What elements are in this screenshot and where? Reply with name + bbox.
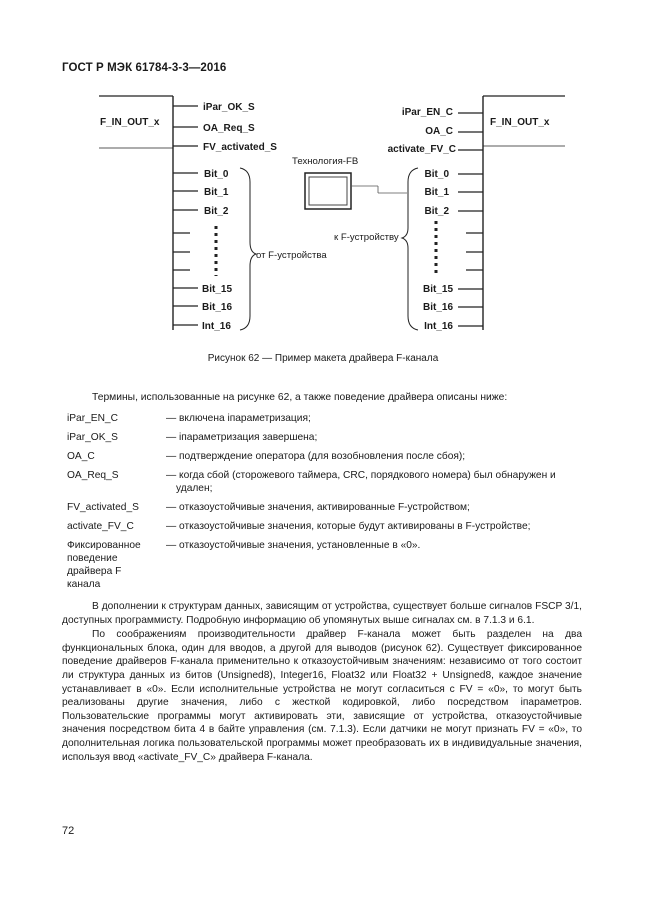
right-input-ports (388, 107, 483, 155)
term-row (67, 450, 577, 463)
term-row (67, 412, 577, 425)
right-bit-16: Bit_16 (422, 302, 453, 313)
left-block-name: F_IN_OUT_x (100, 117, 160, 128)
paragraph: В дополнении к структурам данных, зависящим от устройства, существует больше сигналов FSCP 3/1, доступных программисту. Подробную информацию об упомянутых выше сигналах см. в 7.1.3 и 6.1. (62, 601, 582, 626)
left-port-ipar-ok-s: iPar_OK_S (203, 102, 255, 113)
left-port-fv-activated-s: FV_activated_S (203, 142, 277, 153)
right-bit-ports (423, 169, 483, 332)
term-desc: — iпараметризация завершена; (166, 432, 318, 443)
page-number: 72 (62, 825, 75, 837)
term-desc: — отказоустойчивые значения, которые будут активированы в F-устройстве; (166, 521, 531, 532)
right-port-oa-c: OA_C (425, 126, 453, 137)
left-bit-15: Bit_15 (202, 284, 233, 295)
term-desc: — отказоустойчивые значения, активированные F-устройством; (166, 502, 470, 513)
left-brace (240, 168, 256, 330)
term-row (67, 469, 577, 495)
left-bit-ports (173, 169, 232, 332)
term-name: iPar_OK_S (67, 432, 118, 443)
right-brace (402, 168, 418, 330)
body-text (62, 600, 582, 765)
left-int-16: Int_16 (202, 321, 231, 332)
term-name: iPar_EN_C (67, 413, 118, 424)
term-desc: — включена iпараметризация; (166, 413, 311, 424)
right-port-ipar-en-c: iPar_EN_C (401, 107, 453, 118)
technology-fb (292, 156, 407, 209)
left-bit-2: Bit_2 (204, 206, 229, 217)
term-name: OA_Req_S (67, 470, 119, 481)
left-brace-label: от F-устройства (256, 250, 327, 261)
term-row (67, 520, 577, 533)
technology-fb-label: Технология-FB (292, 156, 359, 167)
term-name: OA_C (67, 451, 95, 462)
right-bit-15: Bit_15 (422, 284, 453, 295)
right-bit-2: Bit_2 (424, 206, 449, 217)
right-block-name: F_IN_OUT_x (490, 117, 550, 128)
left-bit-16: Bit_16 (202, 302, 233, 313)
term-row (67, 539, 577, 591)
left-bit-1: Bit_1 (204, 187, 229, 198)
driver-diagram (0, 0, 646, 360)
term-row (67, 431, 577, 444)
figure-caption: Рисунок 62 — Пример макета драйвера F-канала (207, 353, 439, 364)
right-int-16: Int_16 (424, 321, 453, 332)
left-output-ports (173, 102, 277, 153)
document-header: ГОСТ Р МЭК 61784-3-3—2016 (62, 62, 227, 74)
term-name: activate_FV_C (67, 521, 134, 532)
right-bit-1: Bit_1 (424, 187, 449, 198)
left-bit-0: Bit_0 (204, 169, 229, 180)
term-name: Фиксированное поведение драйвера F канала (67, 540, 141, 590)
right-function-block (334, 96, 565, 332)
term-row (67, 501, 577, 514)
paragraph: По соображениям производительности драйвер F-канала может быть разделен на два функциональных блока, один для вводов, а другой для выводов (рисунок 62). Существует фиксированное поведение драйверов F-канала применительно к отказоустойчивым значениям: независимо от того состоит ли структура данных из битов (Unsigned8), Integer16, Float32 или Float32 + Unsigned8, каждое значение устанавливает в «0». Если исполнительные устройства не могут согласиться с FV = «0», то могут быть реализованы другие значения, либо с жесткой кодировкой, либо посредством iпараметров. Пользовательские программы могут активировать эти, зависящие от устройства, отказоустойчивые значения посредством бита 4 в байте управления (см. 7.1.3). Если датчики не могут признать FV = «0», то дополнительная логика пользовательской программы может преобразовать их в индивидуальные значения, используя ввод «activate_FV_C» драйвера F-канала. (62, 629, 582, 763)
terms-list (67, 412, 577, 597)
term-desc: — когда сбой (сторожевого таймера, CRC, порядкового номера) был обнаружен и удален; (166, 470, 556, 494)
right-bit-0: Bit_0 (424, 169, 449, 180)
right-port-activate-fv-c: activate_FV_C (387, 144, 456, 155)
term-name: FV_activated_S (67, 502, 139, 513)
term-desc: — отказоустойчивые значения, установленные в «0». (166, 540, 421, 551)
left-port-oa-req-s: OA_Req_S (203, 123, 255, 134)
terms-intro: Термины, использованные на рисунке 62, а также поведение драйвера описаны ниже: (92, 392, 508, 403)
term-desc: — подтверждение оператора (для возобновления после сбоя); (166, 451, 466, 462)
left-function-block (99, 96, 327, 332)
right-brace-label: к F-устройству (334, 232, 399, 243)
